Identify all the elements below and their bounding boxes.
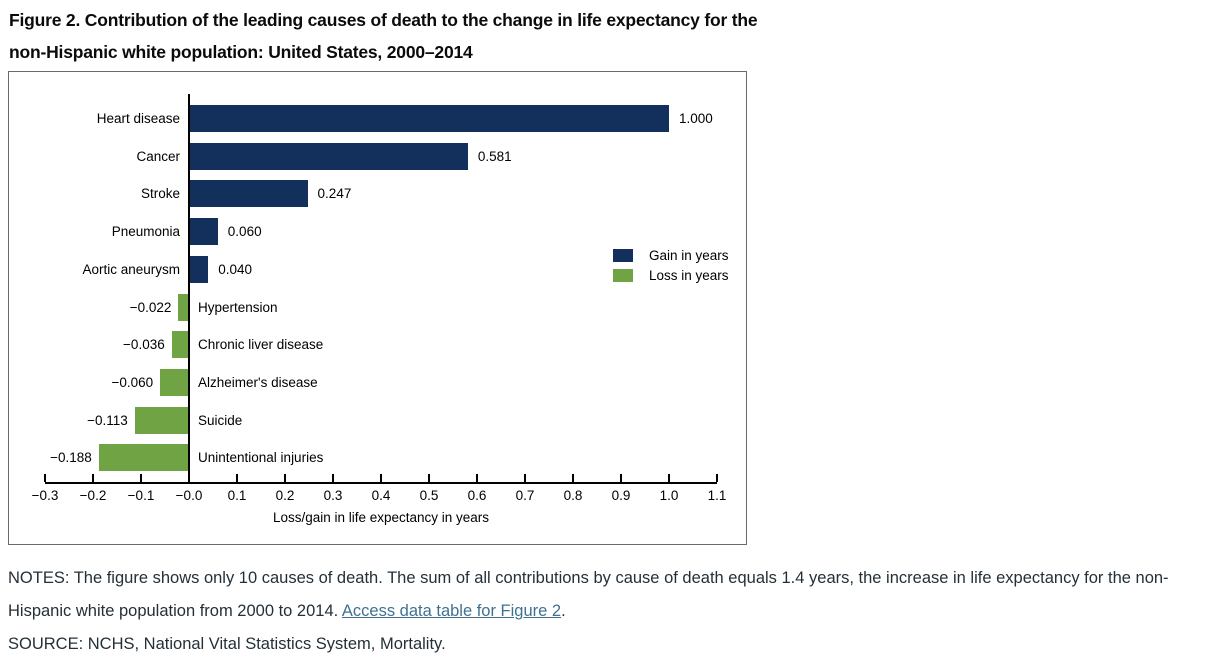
bar-category-label: Heart disease bbox=[96, 111, 180, 126]
notes-body: NOTES: The figure shows only 10 causes of death. The sum of all contributions by cause of death equals 1.4 years, the increase in life expectancy for the non-Hispanic white population from 2000 to 2014. bbox=[8, 569, 1169, 620]
x-tick-label: −0.1 bbox=[127, 488, 155, 503]
bar-value-label: −0.036 bbox=[123, 337, 165, 353]
bar-loss bbox=[135, 407, 189, 434]
x-tick-label: 0.4 bbox=[371, 488, 391, 503]
x-tick bbox=[524, 474, 526, 482]
figure-title-line-2: non-Hispanic white population: United States, 2000–2014 bbox=[9, 42, 473, 62]
x-tick-label: −0.0 bbox=[175, 488, 203, 503]
bar-loss bbox=[99, 444, 189, 471]
x-tick bbox=[716, 474, 718, 482]
x-tick-label: −0.3 bbox=[31, 488, 59, 503]
legend-entry-loss bbox=[613, 265, 729, 285]
bar-category-label: Suicide bbox=[198, 412, 243, 428]
bar-gain bbox=[189, 143, 468, 170]
source-text: SOURCE: NCHS, National Vital Statistics System, Mortality. bbox=[8, 635, 446, 653]
chart-frame bbox=[8, 71, 747, 545]
bar-loss bbox=[160, 369, 189, 396]
x-axis-title: Loss/gain in life expectancy in years bbox=[272, 510, 490, 525]
x-tick-label: 0.8 bbox=[563, 488, 583, 503]
bar-category-label: Cancer bbox=[136, 148, 180, 164]
legend-label-loss: Loss in years bbox=[649, 267, 729, 283]
x-tick bbox=[620, 474, 622, 482]
legend-label-gain: Gain in years bbox=[649, 247, 729, 263]
x-tick-label: 0.1 bbox=[227, 488, 247, 503]
x-tick bbox=[476, 474, 478, 482]
figure-title-line-1: Figure 2. Contribution of the leading causes of death to the change in life expectancy for the bbox=[9, 10, 758, 30]
x-tick bbox=[332, 474, 334, 482]
x-tick-label: 1.1 bbox=[707, 488, 727, 503]
bar-value-label: −0.022 bbox=[129, 299, 172, 315]
access-data-table-link[interactable]: Access data table for Figure 2 bbox=[341, 602, 562, 620]
x-tick bbox=[572, 474, 574, 482]
x-tick-label: 0.2 bbox=[275, 488, 295, 503]
bar-chart-plot-area bbox=[9, 72, 746, 544]
bar-category-label: Stroke bbox=[140, 186, 180, 202]
zero-baseline bbox=[188, 94, 190, 482]
loss-color-swatch bbox=[613, 269, 633, 282]
x-tick bbox=[44, 474, 46, 482]
x-tick bbox=[140, 474, 142, 482]
bar-value-label: 1.000 bbox=[679, 111, 713, 126]
bar-value-label: −0.113 bbox=[87, 412, 128, 428]
x-axis-line bbox=[45, 482, 717, 484]
x-tick-label: −0.2 bbox=[79, 488, 107, 503]
bar-category-label: Unintentional injuries bbox=[198, 450, 324, 466]
x-tick bbox=[92, 474, 94, 482]
notes-text bbox=[8, 562, 1220, 628]
bar-loss bbox=[172, 331, 189, 358]
x-tick bbox=[428, 474, 430, 482]
bar-category-label: Hypertension bbox=[198, 299, 278, 315]
bar-gain bbox=[189, 218, 218, 245]
bar-value-label: −0.188 bbox=[50, 450, 92, 466]
x-tick bbox=[668, 474, 670, 482]
x-tick-label: 0.3 bbox=[323, 488, 343, 503]
legend-entry-gain bbox=[613, 245, 729, 265]
notes-suffix: . bbox=[561, 602, 566, 620]
x-tick-label: 0.9 bbox=[611, 488, 631, 503]
bar-category-label: Aortic aneurysm bbox=[82, 261, 180, 277]
figure-title bbox=[9, 4, 1009, 68]
bar-gain bbox=[189, 256, 208, 283]
bar-value-label: 0.040 bbox=[218, 261, 252, 277]
bar-category-label: Pneumonia bbox=[111, 224, 180, 240]
bar-gain bbox=[189, 105, 669, 132]
bar-value-label: 0.581 bbox=[477, 148, 512, 164]
x-tick-label: 0.5 bbox=[419, 488, 439, 503]
x-tick-label: 0.6 bbox=[467, 488, 487, 503]
bar-value-label: 0.060 bbox=[227, 224, 262, 240]
bar-value-label: 0.247 bbox=[317, 186, 352, 202]
gain-color-swatch bbox=[613, 249, 633, 262]
x-tick-label: 0.7 bbox=[515, 488, 535, 503]
bar-category-label: Chronic liver disease bbox=[198, 337, 324, 353]
bar-value-label: −0.060 bbox=[111, 374, 154, 390]
x-tick-label: 1.0 bbox=[659, 488, 679, 503]
x-tick bbox=[284, 474, 286, 482]
bar-gain bbox=[189, 180, 308, 207]
x-tick bbox=[236, 474, 238, 482]
x-tick bbox=[380, 474, 382, 482]
chart-legend bbox=[613, 245, 729, 285]
bar-category-label: Alzheimer's disease bbox=[198, 374, 318, 390]
